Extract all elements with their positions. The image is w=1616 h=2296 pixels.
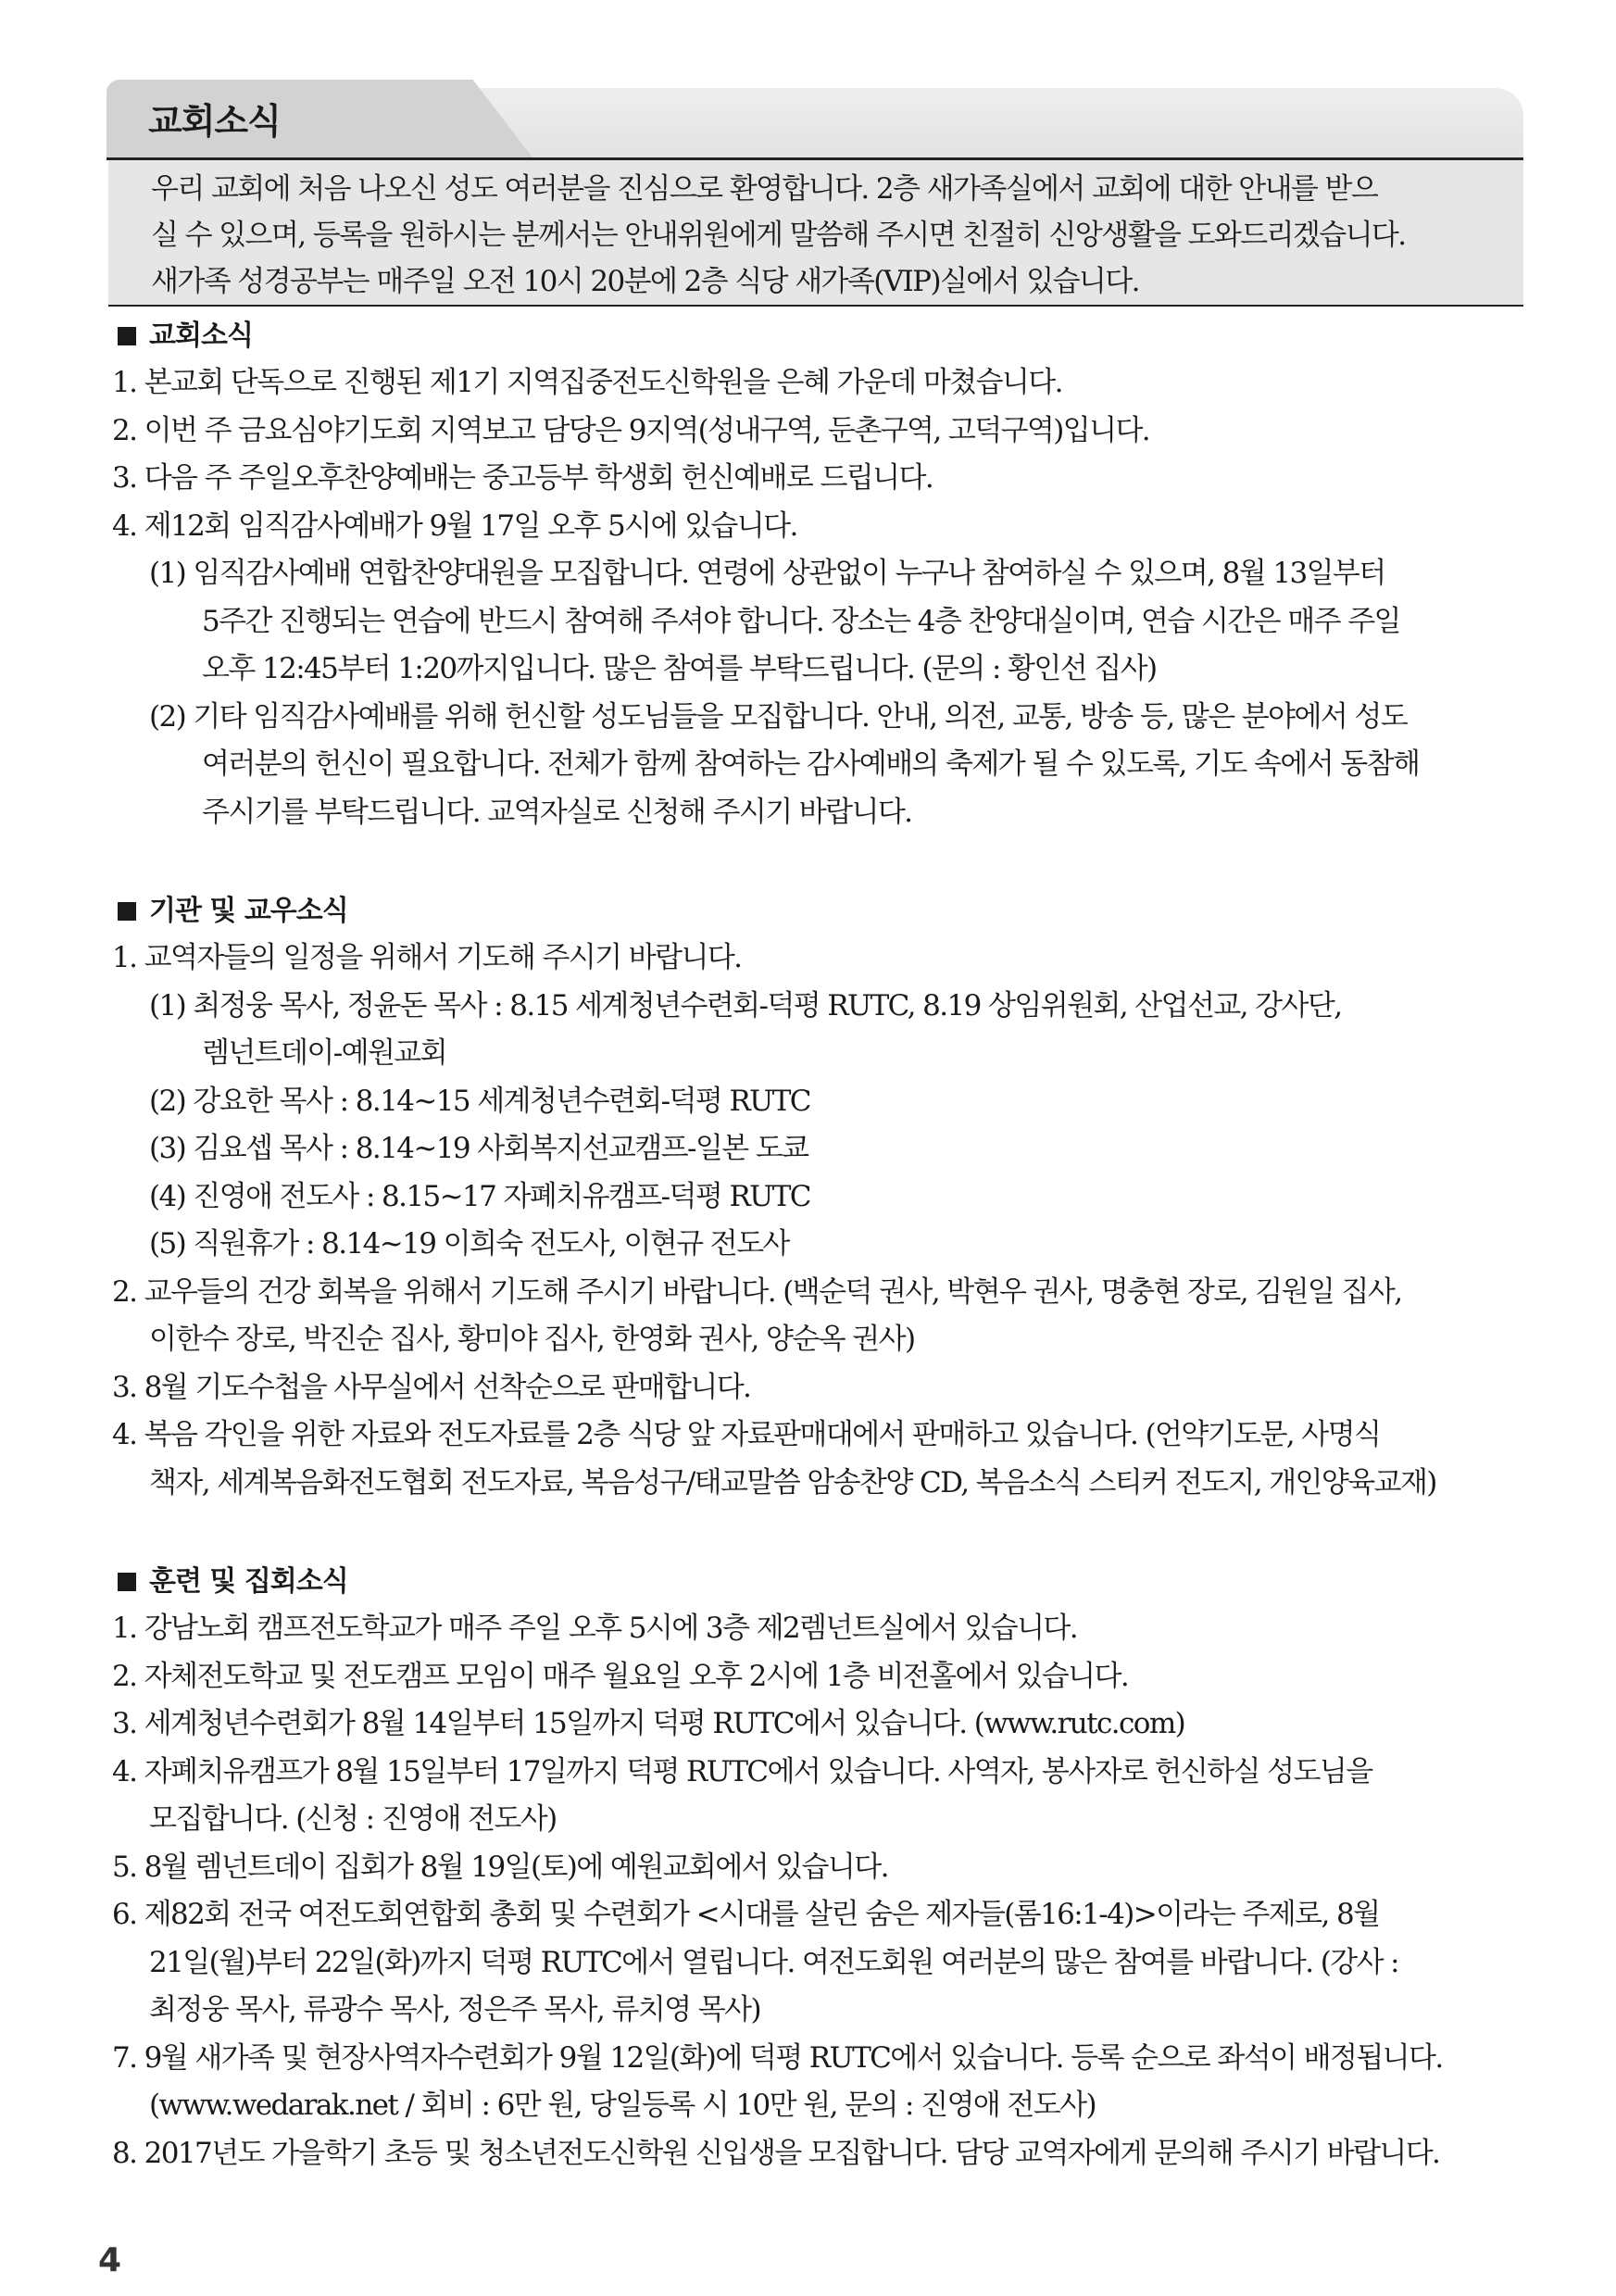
content <box>108 313 1525 2177</box>
sub-list-item-continued: 여러분의 헌신이 필요합니다. 전체가 함께 참여하는 감사예배의 축제가 될 수 있도록, 기도 속에서 동참해 <box>202 747 1420 781</box>
section-member-news <box>108 888 1525 1507</box>
section-title-text: 기관 및 교우소식 <box>149 895 348 927</box>
list-item: 3. 다음 주 주일오후찬양예배는 중고등부 학생회 헌신예배로 드립니다. <box>112 461 933 495</box>
sub-list-item: (2) 기타 임직감사예배를 위해 헌신할 성도님들을 모집합니다. 안내, 의전, 교통, 방송 등, 많은 분야에서 성도 <box>149 699 1408 734</box>
list-item: 2. 교우들의 건강 회복을 위해서 기도해 주시기 바랍니다. (백순덕 권사, 박현우 권사, 명충현 장로, 김원일 집사, <box>112 1274 1402 1309</box>
sub-list-item-continued: 오후 12:45부터 1:20까지입니다. 많은 참여를 부탁드립니다. (문의 : 황인선 집사) <box>202 652 1157 685</box>
sub-list-item: (4) 진영애 전도사 : 8.15~17 자폐치유캠프-덕평 RUTC <box>149 1179 810 1213</box>
section-title <box>108 1559 1525 1605</box>
sub-list-item: (5) 직원휴가 : 8.14~19 이희숙 전도사, 이현규 전도사 <box>149 1227 789 1261</box>
welcome-line: 실 수 있으며, 등록을 원하시는 분께서는 안내위원에게 말씀해 주시면 친절히 신앙생활을 도와드리겠습니다. <box>151 219 1406 252</box>
list-item-continued: 21일(월)부터 22일(화)까지 덕평 RUTC에서 열립니다. 여전도회원 여러분의 많은 참여를 바랍니다. (강사 : <box>149 1945 1399 1979</box>
list-item-continued: 모집합니다. (신청 : 진영애 전도사) <box>149 1802 557 1836</box>
welcome-line: 우리 교회에 처음 나오신 성도 여러분을 진심으로 환영합니다. 2층 새가족실에서 교회에 대한 안내를 받으 <box>151 172 1378 206</box>
list-item-continued: 책자, 세계복음화전도협회 전도자료, 복음성구/태교말씀 암송찬양 CD, 복음소식 스티커 전도지, 개인양육교재) <box>149 1465 1436 1499</box>
list-item: 1. 교역자들의 일정을 위해서 기도해 주시기 바랍니다. <box>112 941 742 974</box>
list-item-continued: (www.wedarak.net / 회비 : 6만 원, 당일등록 시 10만 원, 문의 : 진영애 전도사) <box>149 2089 1096 2122</box>
sub-list-item: (3) 김요셉 목사 : 8.14~19 사회복지선교캠프-일본 도쿄 <box>149 1132 808 1165</box>
list-item: 3. 8월 기도수첩을 사무실에서 선착순으로 판매합니다. <box>112 1370 751 1404</box>
section-church-news <box>108 313 1525 836</box>
sub-list-item-continued: 주시기를 부탁드립니다. 교역자실로 신청해 주시기 바랍니다. <box>202 795 912 829</box>
list-item: 1. 강남노회 캠프전도학교가 매주 주일 오후 5시에 3층 제2렘넌트실에서 있습니다. <box>112 1612 1078 1645</box>
list-item: 4. 복음 각인을 위한 자료와 전도자료를 2층 식당 앞 자료판매대에서 판매하고 있습니다. (언약기도문, 사명식 <box>112 1418 1381 1451</box>
square-bullet-icon <box>118 902 136 921</box>
sub-list-item: (2) 강요한 목사 : 8.14~15 세계청년수련회-덕평 RUTC <box>149 1084 810 1118</box>
section-title-text: 교회소식 <box>149 320 253 352</box>
section-title <box>108 313 1525 359</box>
list-item: 5. 8월 렘넌트데이 집회가 8월 19일(토)에 예원교회에서 있습니다. <box>112 1850 888 1884</box>
page-number: 4 <box>98 2241 122 2279</box>
list-item-continued: 최정웅 목사, 류광수 목사, 정은주 목사, 류치영 목사) <box>149 1993 760 2026</box>
list-item: 1. 본교회 단독으로 진행된 제1기 지역집중전도신학원을 은혜 가운데 마쳤습니다. <box>112 366 1062 399</box>
sub-list-item: (1) 최정웅 목사, 정윤돈 목사 : 8.15 세계청년수련회-덕평 RUTC, 8.19 상임위원회, 산업선교, 강사단, <box>149 988 1342 1023</box>
welcome-line: 새가족 성경공부는 매주일 오전 10시 20분에 2층 식당 새가족(VIP)실에서 있습니다. <box>151 265 1139 298</box>
section-gap <box>108 836 1525 888</box>
page-title: 교회소식 <box>148 101 281 142</box>
list-item: 3. 세계청년수련회가 8월 14일부터 15일까지 덕평 RUTC에서 있습니다. (www.rutc.com) <box>112 1707 1185 1740</box>
square-bullet-icon <box>118 327 136 345</box>
list-item: 4. 자폐치유캠프가 8월 15일부터 17일까지 덕평 RUTC에서 있습니다. 사역자, 봉사자로 헌신하실 성도님을 <box>112 1754 1372 1788</box>
section-gap <box>108 1507 1525 1559</box>
sub-list-item-continued: 렘넌트데이-예원교회 <box>202 1036 446 1070</box>
list-item: 2. 이번 주 금요심야기도회 지역보고 담당은 9지역(성내구역, 둔촌구역, 고덕구역)입니다. <box>112 413 1150 447</box>
section-title <box>108 888 1525 935</box>
square-bullet-icon <box>118 1573 136 1591</box>
sub-list-item: (1) 임직감사예배 연합찬양대원을 모집합니다. 연령에 상관없이 누구나 참여하실 수 있으며, 8월 13일부터 <box>149 557 1385 590</box>
list-item: 8. 2017년도 가을학기 초등 및 청소년전도신학원 신입생을 모집합니다. 담당 교역자에게 문의해 주시기 바랍니다. <box>112 2136 1440 2170</box>
list-item: 2. 자체전도학교 및 전도캠프 모임이 매주 월요일 오후 2시에 1층 비전홀에서 있습니다. <box>112 1659 1129 1693</box>
welcome-box <box>108 160 1523 307</box>
list-item: 7. 9월 새가족 및 현장사역자수련회가 9월 12일(화)에 덕평 RUTC에서 있습니다. 등록 순으로 좌석이 배정됩니다. <box>112 2040 1443 2075</box>
list-item: 4. 제12회 임직감사예배가 9월 17일 오후 5시에 있습니다. <box>112 508 797 543</box>
sub-list-item-continued: 5주간 진행되는 연습에 반드시 참여해 주셔야 합니다. 장소는 4층 찬양대실이며, 연습 시간은 매주 주일 <box>202 604 1400 638</box>
section-title-text: 훈련 및 집회소식 <box>149 1565 348 1598</box>
list-item: 6. 제82회 전국 여전도회연합회 총회 및 수련회가 <시대를 살린 숨은 제자들(롬16:1-4)>이라는 주제로, 8월 <box>112 1898 1380 1931</box>
list-item-continued: 이한수 장로, 박진순 집사, 황미야 집사, 한영화 권사, 양순옥 권사) <box>149 1323 915 1356</box>
section-training-news <box>108 1559 1525 2177</box>
